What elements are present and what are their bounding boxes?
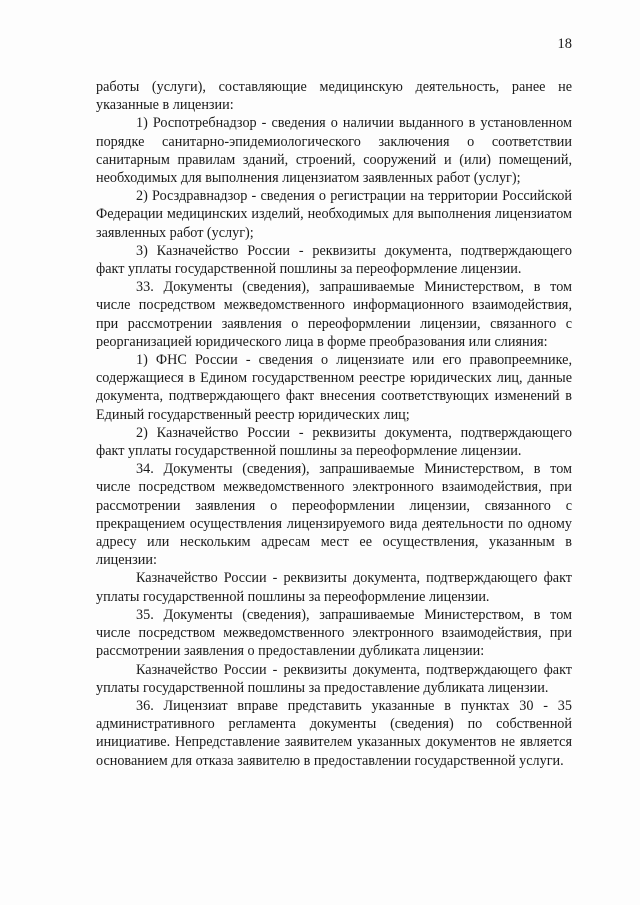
paragraph-4: 3) Казначейство России - реквизиты документа, подтверждающего факт уплаты государственной пошлины за переоформление лицензии.: [96, 242, 572, 278]
paragraph-8: 34. Документы (сведения), запрашиваемые Министерством, в том числе посредством межведомственного электронного взаимодействия, при рассмотрении заявления о переоформлении лицензии, связанного с прекращением осуществления лицензируемого вида деятельности по одному адресу или нескольким адресам мест ее осуществления, указанным в лицензии:: [96, 461, 572, 569]
paragraph-7: 2) Казначейство России - реквизиты документа, подтверждающего факт уплаты государственной пошлины за переоформление лицензии.: [96, 424, 572, 460]
paragraph-5: 33. Документы (сведения), запрашиваемые Министерством, в том числе посредством межведомственного информационного взаимодействия, при рассмотрении заявления о переоформлении лицензии, связанного с реорганизацией юридического лица в форме преобразования или слияния:: [96, 279, 572, 350]
paragraph-9: Казначейство России - реквизиты документа, подтверждающего факт уплаты государственной пошлины за переоформление лицензии.: [96, 570, 572, 605]
paragraph-3: 2) Росздравнадзор - сведения о регистрации на территории Российской Федерации медицинских изделий, необходимых для выполнения лицензиатом заявленных работ (услуг);: [96, 188, 572, 241]
paragraph-6: 1) ФНС России - сведения о лицензиате или его правопреемнике, содержащиеся в Едином государственном реестре юридических лиц, данные документа, подтверждающего факт внесения соответствующих изменений в Единый государственный реестр юридических лиц;: [96, 352, 572, 423]
document-body: [96, 78, 572, 770]
paragraph-10: 35. Документы (сведения), запрашиваемые Министерством, в том числе посредством межведомственного электронного взаимодействия, при рассмотрении заявления о предоставлении дубликата лицензии:: [96, 606, 572, 660]
paragraph-12: 36. Лицензиат вправе представить указанные в пунктах 30 - 35 административного регламента документы (сведения) по собственной инициативе. Непредставление заявителем указанных документов не является основанием для отказа заявителю в предоставлении государственной услуги.: [96, 697, 572, 769]
paragraph-11: Казначейство России - реквизиты документа, подтверждающего факт уплаты государственной пошлины за предоставление дубликата лицензии.: [96, 661, 572, 696]
paragraph-2: 1) Роспотребнадзор - сведения о наличии выданного в установленном порядке санитарно-эпидемиологического заключения о соответствии санитарным правилам зданий, строений, сооружений и (или) помещений, необходимых для выполнения лицензиатом заявленных работ (услуг);: [96, 115, 572, 187]
page-number: 18: [557, 36, 572, 52]
paragraph-1: работы (услуги), составляющие медицинскую деятельность, ранее не указанные в лицензии:: [96, 79, 572, 114]
